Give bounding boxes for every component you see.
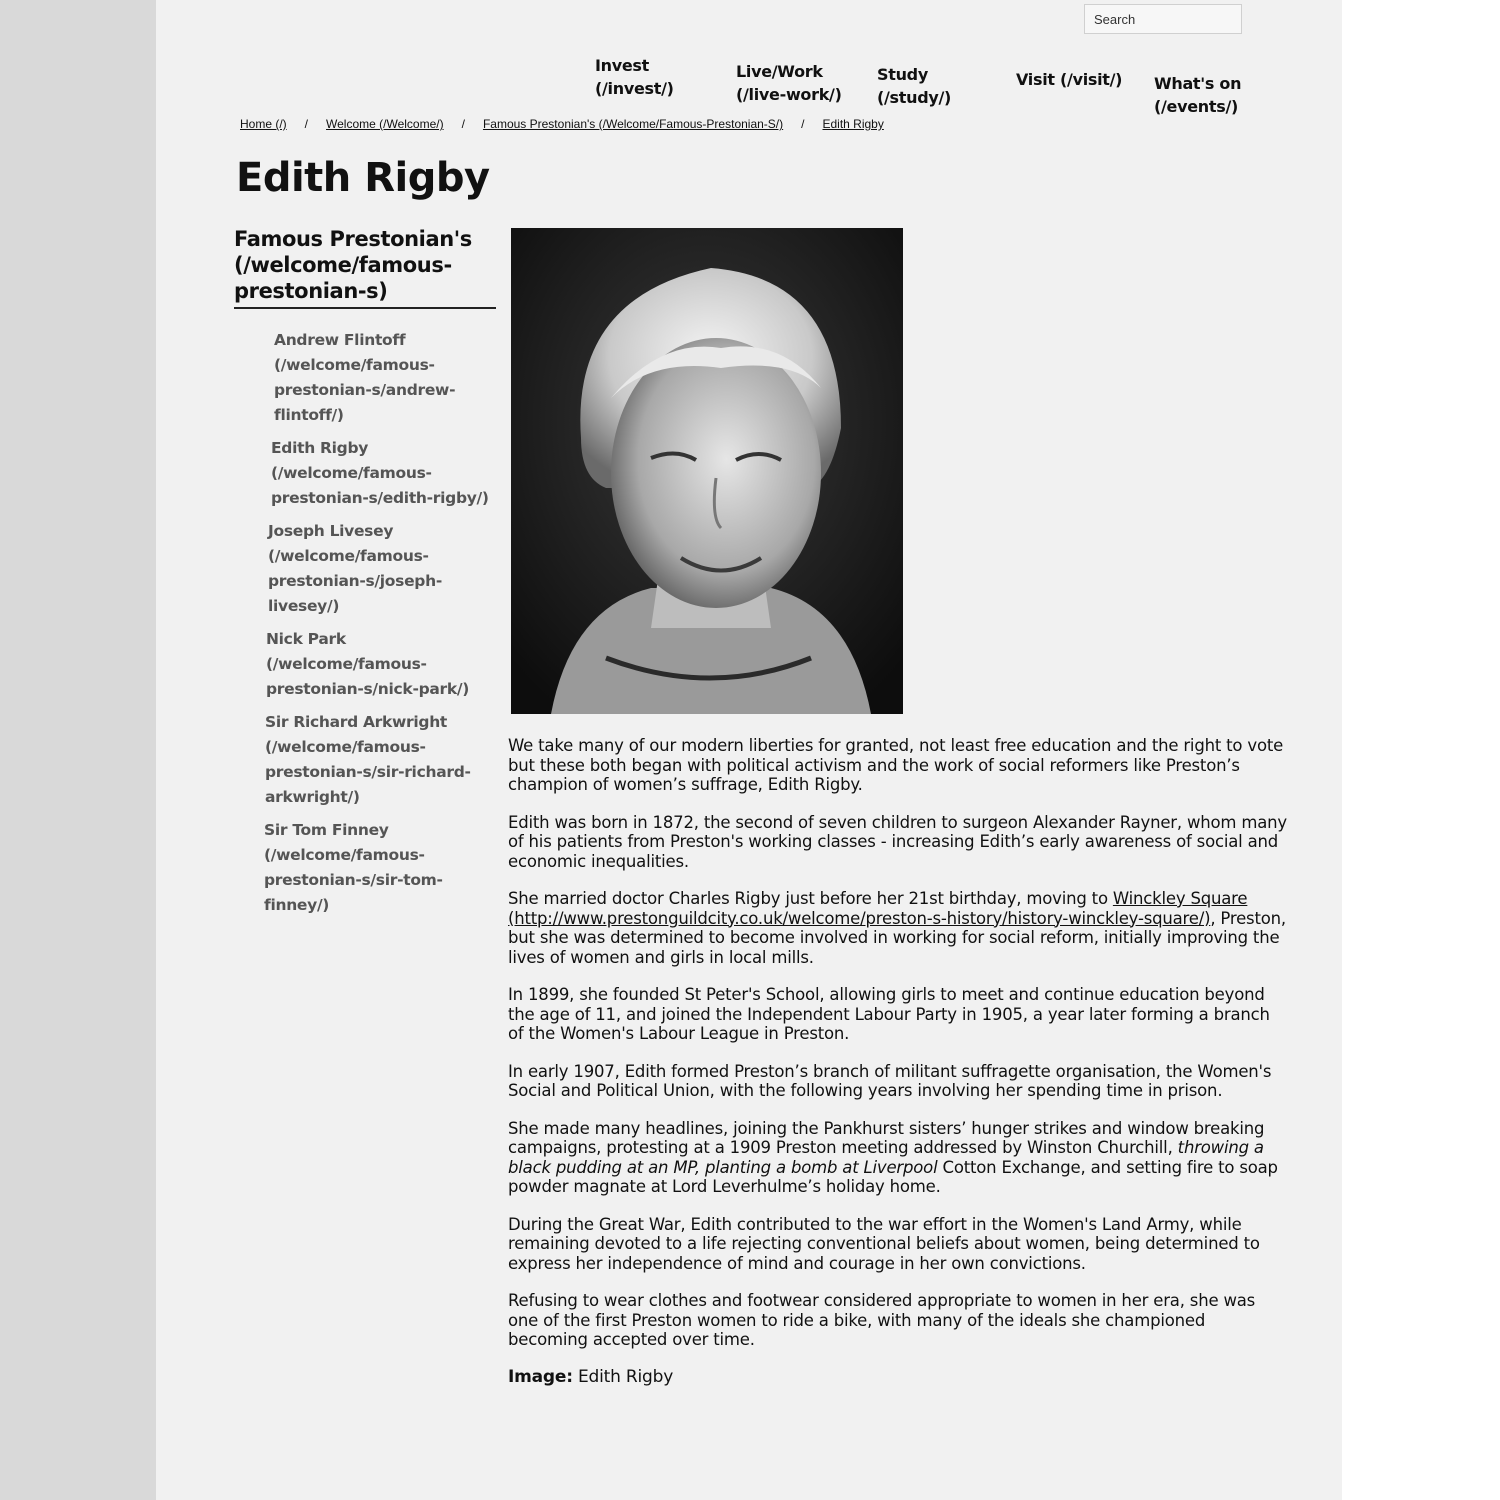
background-edge bbox=[1342, 0, 1500, 1500]
nav-label: Visit (/visit/) bbox=[1016, 70, 1123, 89]
nav-invest[interactable] bbox=[595, 54, 674, 100]
nav-visit[interactable] bbox=[1016, 68, 1122, 91]
breadcrumb-separator: / bbox=[801, 117, 805, 131]
sidebar-item-line: (/welcome/famous- bbox=[268, 547, 429, 565]
breadcrumb-separator: / bbox=[304, 117, 309, 131]
sidebar-item-joseph-livesey[interactable] bbox=[268, 519, 504, 619]
nav-study[interactable] bbox=[877, 63, 951, 109]
sidebar-item-line: finney/) bbox=[264, 896, 330, 914]
sidebar-list bbox=[264, 328, 504, 926]
sidebar-item-andrew-flintoff[interactable] bbox=[274, 328, 504, 428]
sidebar-item-line: prestonian-s/sir-richard- bbox=[265, 763, 471, 781]
nav-path: (/live-work/) bbox=[736, 85, 842, 104]
sidebar-heading-line: prestonian-s) bbox=[234, 279, 388, 303]
sidebar-item-line: Edith Rigby bbox=[271, 439, 369, 457]
sidebar-item-line: (/welcome/famous- bbox=[264, 846, 425, 864]
breadcrumb-home[interactable]: Home (/) bbox=[240, 117, 287, 131]
sidebar-item-sir-tom-finney[interactable] bbox=[264, 818, 504, 918]
sidebar-item-line: Andrew Flintoff bbox=[274, 331, 406, 349]
sidebar-item-line: prestonian-s/andrew- bbox=[274, 381, 456, 399]
article-paragraph bbox=[508, 1119, 1288, 1197]
article-paragraph: In 1899, she founded St Peter's School, allowing girls to meet and continue education beyond the age of 11, and joined the Independent Labour Party in 1905, a year later forming a branch of the Women's Labour League in Preston. bbox=[508, 985, 1270, 1043]
article-text: She made many headlines, joining the Pankhurst sisters’ hunger strikes and window breaking campaigns, protesting at a 1909 Preston meeting addressed by Winston Churchill, bbox=[508, 1118, 1265, 1157]
sidebar-item-line: flintoff/) bbox=[274, 406, 344, 424]
image-caption bbox=[508, 1368, 1288, 1388]
article-text: She married doctor Charles Rigby just before her 21st birthday, moving to bbox=[508, 889, 1113, 908]
sidebar-item-line: Joseph Livesey bbox=[268, 522, 394, 540]
article-paragraph: In early 1907, Edith formed Preston’s branch of militant suffragette organisation, the Women's Social and Political Union, with the following years involving her spending time in prison. bbox=[508, 1061, 1272, 1100]
nav-label: Live/Work bbox=[736, 62, 823, 81]
nav-path: (/study/) bbox=[877, 88, 952, 107]
nav-label: Invest bbox=[595, 56, 649, 75]
sidebar-item-line: prestonian-s/nick-park/) bbox=[266, 680, 470, 698]
sidebar-item-line: prestonian-s/sir-tom- bbox=[264, 871, 443, 889]
article-text: Cotton Exchange, and setting fire to soap powder magnate at Lord Leverhulme’s holiday home. bbox=[508, 1157, 1278, 1196]
article-italic: throwing a black pudding at an MP, bbox=[508, 1138, 1264, 1177]
article-body bbox=[508, 736, 1288, 1387]
portrait-photo bbox=[511, 228, 903, 714]
article-italic: planting a bomb at Liverpool bbox=[704, 1157, 938, 1177]
article-paragraph: Edith was born in 1872, the second of seven children to surgeon Alexander Rayner, whom many of his patients from Preston's working classes - increasing Edith’s early awareness of social and economic inequalities. bbox=[508, 812, 1287, 871]
sidebar-item-line: Sir Richard Arkwright bbox=[265, 713, 448, 731]
nav-path: (/events/) bbox=[1154, 97, 1239, 116]
breadcrumb-current[interactable]: Edith Rigby bbox=[822, 117, 884, 131]
sidebar-item-line: livesey/) bbox=[268, 597, 340, 615]
article-paragraph bbox=[508, 889, 1288, 967]
nav-whats-on[interactable] bbox=[1154, 72, 1241, 118]
sidebar-item-line: prestonian-s/edith-rigby/) bbox=[271, 489, 489, 507]
breadcrumb-famous-prestonians[interactable]: Famous Prestonian's (/Welcome/Famous-Prestonian-S/) bbox=[482, 117, 784, 131]
sidebar-item-line: Nick Park bbox=[266, 630, 346, 648]
search-input[interactable] bbox=[1084, 4, 1242, 34]
caption-text: Edith Rigby bbox=[572, 1366, 674, 1387]
article-paragraph: During the Great War, Edith contributed to the war effort in the Women's Land Army, while remaining devoted to a life rejecting conventional beliefs about women, being determined to express her independence of mind and courage in her own convictions. bbox=[508, 1214, 1260, 1273]
article-paragraph: Refusing to wear clothes and footwear considered appropriate to women in her era, she was one of the first Preston women to ride a bike, with many of the ideals she championed becoming accepted over time. bbox=[508, 1291, 1256, 1349]
nav-label: What's on bbox=[1154, 74, 1242, 93]
sidebar-heading-link[interactable] bbox=[234, 226, 496, 309]
sidebar-item-line: (/welcome/famous- bbox=[271, 464, 432, 482]
article-paragraph: We take many of our modern liberties for granted, not least free education and the right to vote but these both began with political activism and the work of social reformers like Preston’s champion of women’s suffrage, Edith Rigby. bbox=[508, 736, 1284, 794]
article-text: , Preston, but she was determined to become involved in working for social reform, initially improving the lives of women and girls in local mills. bbox=[508, 908, 1286, 967]
breadcrumb-welcome[interactable]: Welcome (/Welcome/) bbox=[326, 117, 444, 131]
sidebar-item-line: arkwright/) bbox=[265, 788, 360, 806]
sidebar-item-sir-richard-arkwright[interactable] bbox=[265, 710, 504, 810]
nav-path: (/invest/) bbox=[595, 79, 674, 98]
nav-live-work[interactable] bbox=[736, 60, 842, 106]
breadcrumb-separator: / bbox=[461, 117, 465, 131]
sidebar-heading-line: Famous Prestonian's bbox=[234, 227, 472, 251]
sidebar-item-line: (/welcome/famous- bbox=[266, 655, 427, 673]
nav-label: Study bbox=[877, 65, 928, 84]
winckley-square-link[interactable]: Winckley Square (http://www.prestonguildcity.co.uk/welcome/preston-s-history/history-winckley-square/) bbox=[508, 889, 1248, 928]
caption-label: Image: bbox=[508, 1366, 573, 1387]
sidebar-item-line: (/welcome/famous- bbox=[265, 738, 426, 756]
sidebar-item-line: (/welcome/famous- bbox=[274, 356, 435, 374]
breadcrumb bbox=[240, 117, 884, 131]
page-title: Edith Rigby bbox=[236, 155, 490, 201]
portrait-image bbox=[511, 228, 903, 714]
sidebar-item-nick-park[interactable] bbox=[266, 627, 504, 702]
sidebar-heading-line: (/welcome/famous- bbox=[234, 253, 452, 277]
sidebar-item-line: Sir Tom Finney bbox=[264, 821, 389, 839]
sidebar-item-edith-rigby[interactable] bbox=[271, 436, 504, 511]
sidebar-item-line: prestonian-s/joseph- bbox=[268, 572, 442, 590]
